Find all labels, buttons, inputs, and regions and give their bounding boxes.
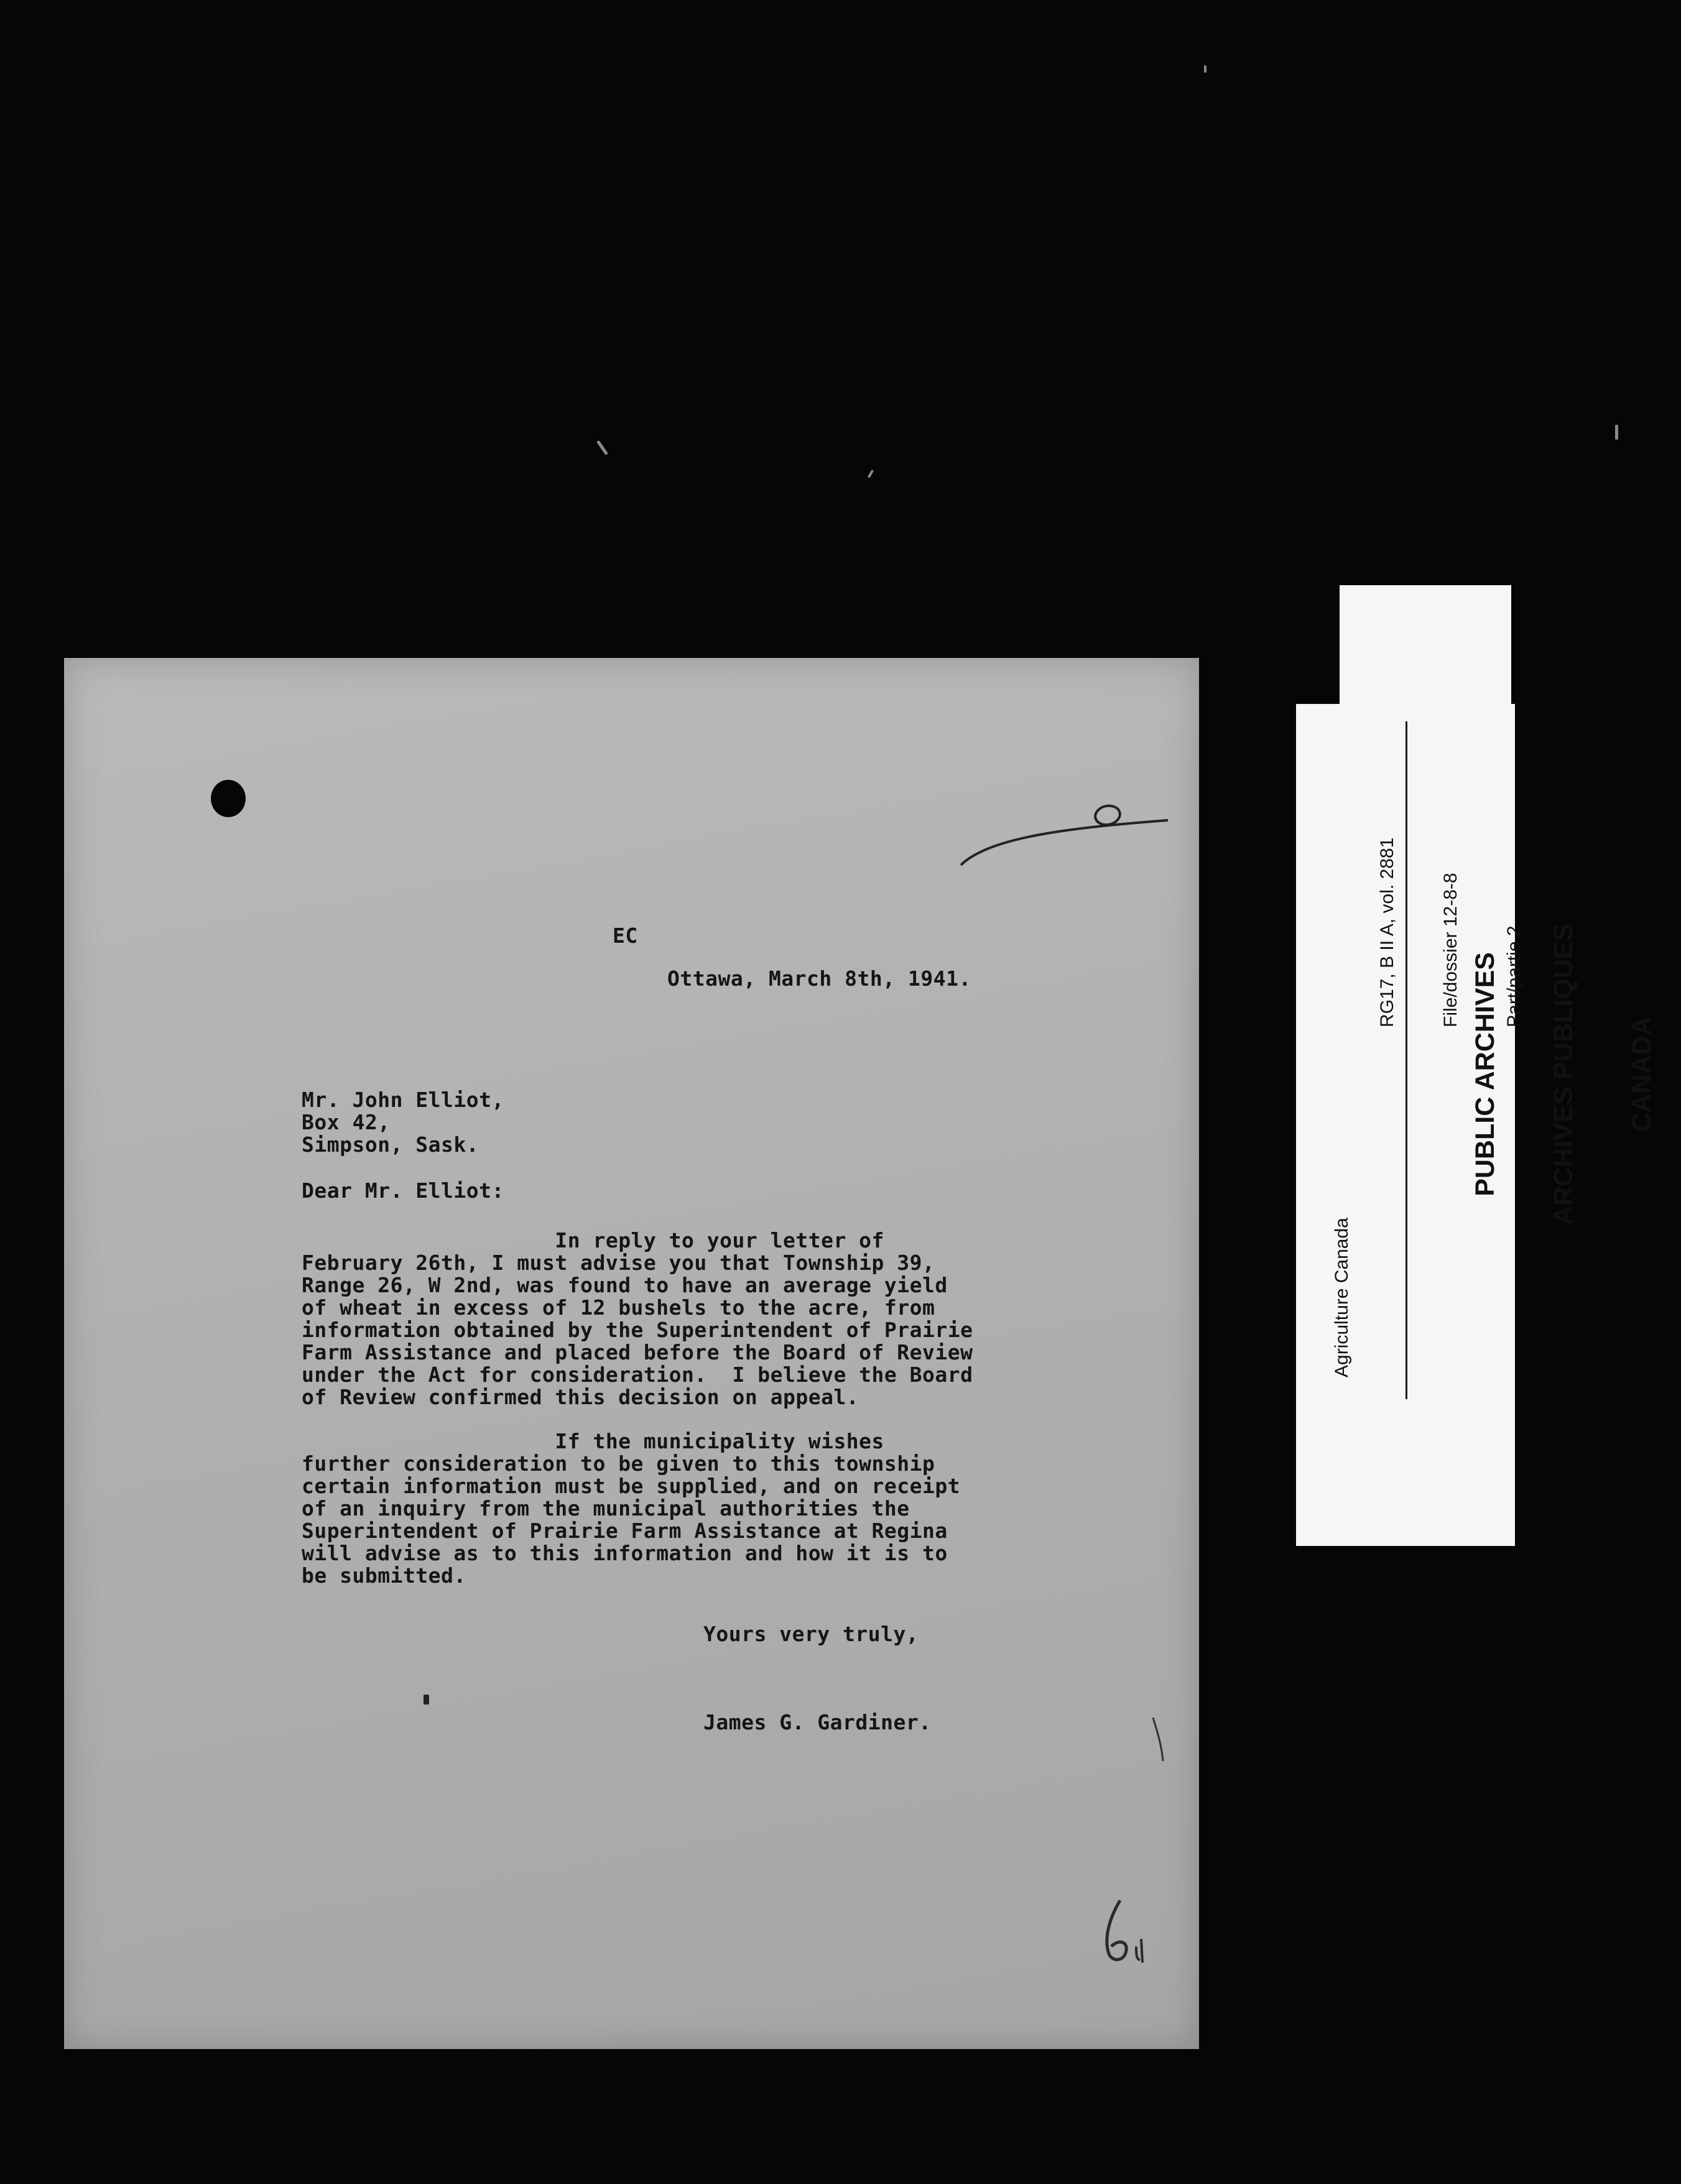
typist-initials: EC — [613, 923, 638, 948]
recipient-town: Simpson, Sask. — [302, 1132, 479, 1157]
film-speck — [1615, 425, 1618, 440]
archives-stamp — [1420, 923, 1681, 1225]
body-line: further consideration to be given to this township — [302, 1451, 935, 1476]
body-line: will advise as to this information and how it is to — [302, 1541, 948, 1565]
archive-reference-line: File/dossier 12-8-8 — [1440, 872, 1461, 1027]
pencil-tick — [1149, 1715, 1168, 1765]
body-line: information obtained by the Superintendent of Prairie — [302, 1318, 973, 1342]
sheet-speck — [424, 1695, 429, 1705]
archives-stamp-line: PUBLIC ARCHIVES — [1470, 952, 1500, 1196]
handwritten-page-number — [1090, 1894, 1165, 1969]
recipient-name: Mr. John Elliot, — [302, 1088, 504, 1112]
archive-reference-line: RG17, B II A, vol. 2881 — [1377, 837, 1397, 1027]
body-line: of an inquiry from the municipal authorities the — [302, 1496, 910, 1520]
archive-card-divider — [1405, 721, 1407, 1399]
body-line: Farm Assistance and placed before the Board of Review — [302, 1340, 973, 1364]
archive-reference-line: Part/partie 2 — [1504, 925, 1524, 1027]
film-speck — [868, 470, 874, 478]
signature: James G. Gardiner. — [703, 1710, 932, 1734]
body-line: be submitted. — [302, 1563, 466, 1588]
body-line: of Review confirmed this decision on appeal. — [302, 1385, 859, 1409]
body-line: Superintendent of Prairie Farm Assistance at Regina — [302, 1519, 948, 1543]
body-line: If the municipality wishes — [302, 1429, 884, 1453]
letter-dateline: Ottawa, March 8th, 1941. — [667, 966, 971, 991]
body-line: February 26th, I must advise you that Township 39, — [302, 1251, 935, 1275]
body-line: Range 26, W 2nd, was found to have an average yield — [302, 1273, 948, 1297]
recipient-box: Box 42, — [302, 1110, 391, 1134]
body-line: certain information must be supplied, and on receipt — [302, 1474, 961, 1498]
archives-stamp-line: ARCHIVES PUBLIQUES — [1549, 923, 1578, 1225]
archives-stamp-line: CANADA — [1627, 1016, 1657, 1132]
letter-sheet — [64, 658, 1199, 2049]
film-speck — [596, 440, 608, 455]
punch-hole — [211, 780, 246, 817]
film-speck — [1204, 65, 1206, 73]
body-line: under the Act for consideration. I believe the Board — [302, 1363, 973, 1387]
archive-card-tab — [1340, 585, 1511, 710]
closing: Yours very truly, — [703, 1622, 919, 1646]
handwritten-zero-mark — [953, 792, 1177, 885]
salutation: Dear Mr. Elliot: — [302, 1178, 504, 1203]
archive-department: Agriculture Canada — [1331, 1218, 1352, 1377]
body-line: of wheat in excess of 12 bushels to the acre, from — [302, 1295, 935, 1320]
body-line: In reply to your letter of — [302, 1228, 884, 1252]
